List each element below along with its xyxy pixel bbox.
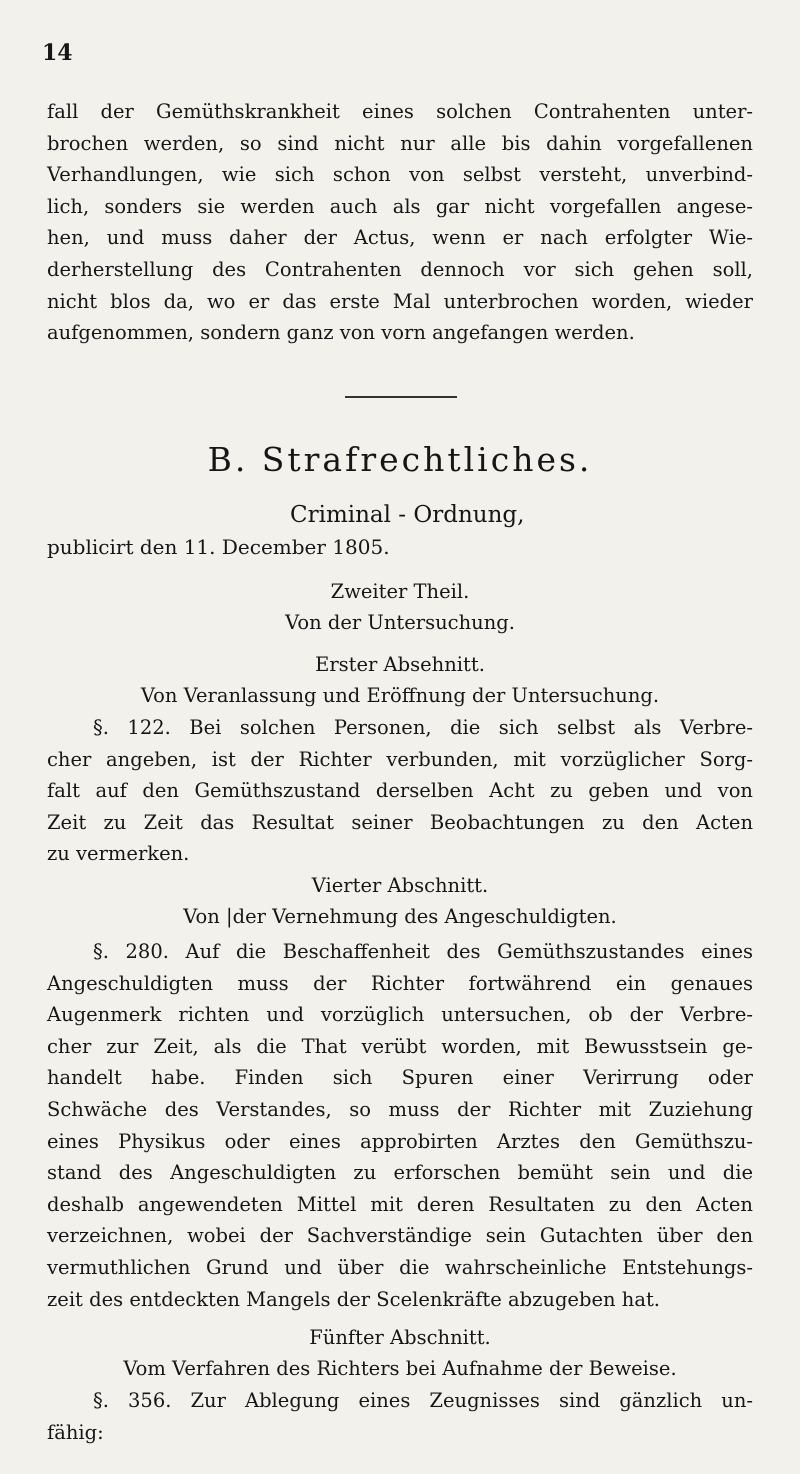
text-line: derherstellung des Contrahenten dennoch vor sich gehen soll, (47, 257, 753, 281)
text-line: Verhandlungen, wie sich schon von selbst versteht, unverbind- (47, 163, 753, 187)
text-line: handelt habe. Finden sich Spuren einer Verirrung oder (47, 1066, 753, 1090)
text-line: §. 122. Bei solchen Personen, die sich selbst als Verbre- (93, 716, 753, 739)
chapter-subtitle: Von |der Vernehmung des Angeschuldigten. (183, 905, 617, 928)
text-line: verzeichnen, wobei der Sachverständige sein Gutachten über den (47, 1224, 753, 1248)
chapter-subtitle: Von Veranlassung und Eröffnung der Untersuchung. (140, 684, 660, 707)
text-line: brochen werden, so sind nicht nur alle bis dahin vorgefallenen (47, 131, 753, 155)
text-line: Angeschuldigten muss der Richter fortwährend ein genaues (47, 971, 753, 995)
paragraph-356 (47, 1385, 753, 1448)
part-subtitle: Von der Untersuchung. (285, 611, 515, 634)
text-line: falt auf den Gemüthszustand derselben Acht zu geben und von (47, 779, 753, 803)
text-line: aufgenommen, sondern ganz von vorn angefangen werden. (47, 321, 635, 345)
chapter-title: Fünfter Abschnitt. (309, 1326, 491, 1349)
criminal-ordinance-heading: Criminal - Ordnung, (290, 502, 525, 528)
text-line: hen, und muss daher der Actus, wenn er nach erfolgter Wie- (47, 226, 753, 250)
text-line: zu vermerken. (47, 842, 190, 866)
text-line: §. 356. Zur Ablegung eines Zeugnisses sind gänzlich un- (93, 1389, 753, 1412)
page-number: 14 (42, 40, 73, 66)
text-line: deshalb angewendeten Mittel mit deren Resultaten zu den Acten (47, 1192, 753, 1216)
text-line: Schwäche des Verstandes, so muss der Richter mit Zuziehung (47, 1097, 753, 1121)
paragraph-280 (47, 936, 753, 1315)
publication-line: publicirt den 11. December 1805. (47, 535, 390, 559)
paragraph-122 (47, 712, 753, 870)
text-line: Zeit zu Zeit das Resultat seiner Beobachtungen zu den Acten (47, 810, 753, 834)
part-title: Zweiter Theil. (330, 580, 470, 603)
text-line: fähig: (47, 1420, 104, 1444)
text-line: §. 280. Auf die Beschaffenheit des Gemüthszustandes eines (93, 940, 753, 963)
text-line: eines Physikus oder eines approbirten Arztes den Gemüthszu- (47, 1129, 753, 1153)
text-line: fall der Gemüthskrankheit eines solchen Contrahenten unter- (47, 100, 753, 123)
section-title: B. Strafrechtliches. (207, 440, 593, 479)
text-line: zeit des entdeckten Mangels der Scelenkräfte abzugeben hat. (47, 1287, 660, 1311)
chapter-title: Erster Absehnitt. (315, 653, 485, 676)
text-line: cher zur Zeit, als die That verübt worden, mit Bewusstsein ge- (47, 1034, 753, 1058)
text-line: vermuthlichen Grund und über die wahrscheinliche Entstehungs- (47, 1255, 753, 1279)
text-line: nicht blos da, wo er das erste Mal unterbrochen worden, wieder (47, 289, 753, 313)
section-divider (345, 396, 457, 398)
chapter-title: Vierter Abschnitt. (311, 874, 489, 897)
text-line: cher angeben, ist der Richter verbunden, mit vorzüglicher Sorg- (47, 747, 753, 771)
text-line: stand des Angeschuldigten zu erforschen bemüht sein und die (47, 1161, 753, 1185)
paragraph-guardianship (47, 96, 753, 349)
text-line: Augenmerk richten und vorzüglich untersuchen, ob der Verbre- (47, 1003, 753, 1027)
chapter-subtitle: Vom Verfahren des Richters bei Aufnahme der Beweise. (123, 1357, 677, 1380)
text-line: lich, sonders sie werden auch als gar nicht vorgefallen angese- (47, 194, 753, 218)
